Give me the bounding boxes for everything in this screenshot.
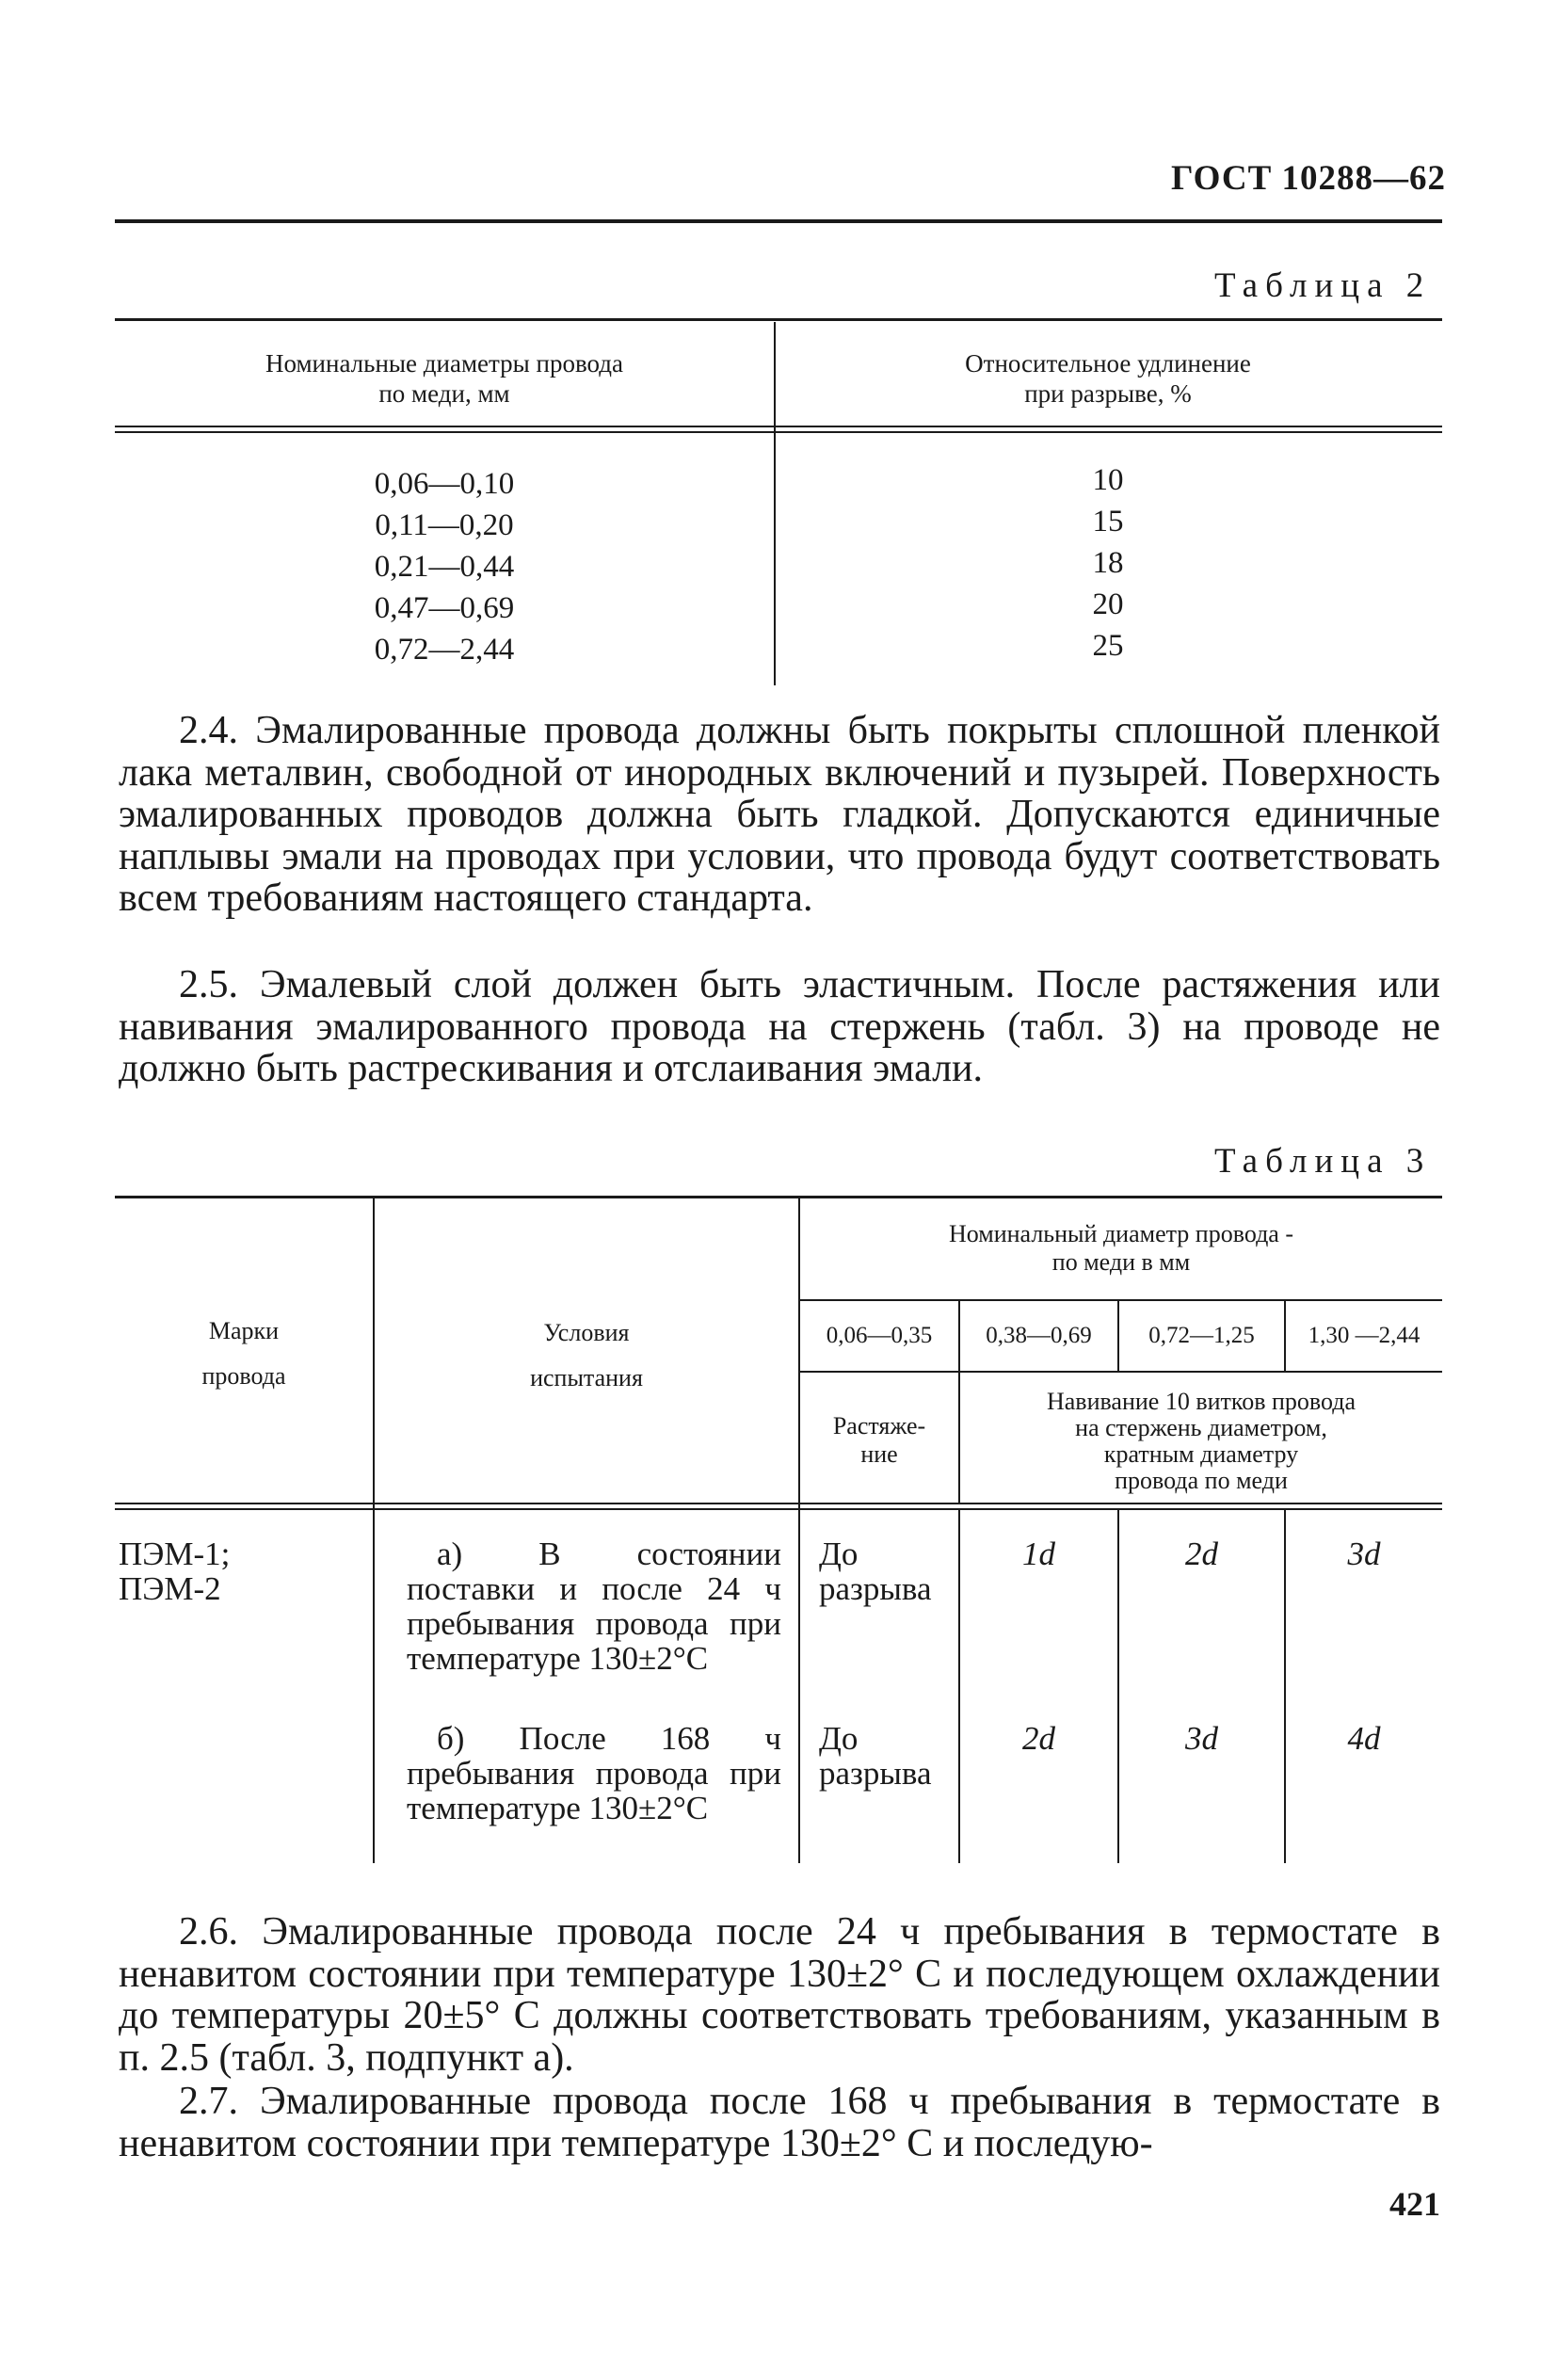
table3-conditions-header: Условия испытания: [530, 1319, 643, 1391]
header-rule: [115, 219, 1442, 223]
table3-w2-a: 2d: [1185, 1536, 1218, 1572]
table3-diam-header-rule: [798, 1299, 1442, 1301]
table2-diameter-column: [115, 463, 774, 670]
table3-w1-a: 1d: [1022, 1536, 1055, 1572]
paragraph-2-4: 2.4. Эмалированные провода должны быть покрыты сплошной пленкой лака металвин, свободной от инородных включений и пузырей. Поверхность эмалированных проводов должна быть гладкой. Допускаются единичные наплывы эмали на проводах при условии, что провода будут соответствовать всем требованиям настоящего стандарта.: [119, 709, 1440, 920]
table3-w1-b: 2d: [1022, 1720, 1055, 1757]
table-cell: 0,47—0,69: [374, 591, 515, 625]
paragraph-2-6: 2.6. Эмалированные провода после 24 ч пребывания в термостате в ненавитом состоянии при температуре 130±2° С и последующем охлаждении до температуры 20±5° С должны соответствовать требованиям, указанным в п. 2.5 (табл. 3, подпункт а).: [119, 1910, 1440, 2080]
table2-col1-header: Номинальные диаметры провода по меди, мм: [265, 349, 624, 408]
table3-caption: Таблица 3: [1214, 1142, 1432, 1181]
table-cell: 20: [1092, 587, 1124, 621]
table3-range-3: 0,72—1,25: [1148, 1323, 1255, 1348]
table3-w2-b: 3d: [1185, 1720, 1218, 1757]
table-cell: 0,06—0,10: [374, 467, 515, 501]
table2-header-rule-b: [115, 431, 1442, 433]
table3-range-2: 0,38—0,69: [986, 1323, 1092, 1348]
table3-stretch-b: До разрыва: [819, 1720, 932, 1792]
table2-top-rule: [115, 318, 1442, 321]
document-code: ГОСТ 10288—62: [1171, 159, 1446, 198]
table3-top-rule: [115, 1196, 1442, 1198]
table3-condition-b: б) После 168 ч пребывания провода при температуре 130±2°С: [407, 1720, 781, 1826]
table3-w3-a: 3d: [1347, 1536, 1381, 1572]
table2-elongation-column: [774, 459, 1442, 667]
table-cell: 10: [1092, 463, 1124, 497]
table3-header-rule-a: [115, 1503, 1442, 1504]
table3-range-4: 1,30 —2,44: [1308, 1323, 1421, 1348]
table3-divider-conditions: [798, 1198, 800, 1863]
table3-winding-header: Навивание 10 витков провода на стержень диаметром, кратным диаметру провода по меди: [1046, 1388, 1356, 1494]
table2-header-rule-a: [115, 426, 1442, 427]
table3-condition-a: а) В состоянии поставки и после 24 ч пребывания провода при температуре 130±2°С: [407, 1536, 781, 1677]
table-cell: 0,21—0,44: [374, 550, 515, 584]
table-cell: 15: [1092, 505, 1124, 539]
table-cell: 0,72—2,44: [374, 633, 515, 667]
table3-divider-grade: [373, 1198, 375, 1863]
table3-w3-b: 4d: [1347, 1720, 1381, 1757]
table3-stretch-header: Растяже- ние: [832, 1412, 926, 1468]
table3-range-1: 0,06—0,35: [826, 1323, 933, 1348]
table-cell: 25: [1092, 629, 1124, 663]
table2-col2-header: Относительное удлинение при разрыве, %: [965, 349, 1251, 408]
table3-grade-header: Марки провода: [201, 1317, 286, 1390]
table3-header-rule-b: [115, 1508, 1442, 1510]
table3-grades: ПЭМ-1; ПЭМ-2: [119, 1536, 231, 1607]
paragraph-2-5: 2.5. Эмалевый слой должен быть эластичным. После растяжения или навивания эмалированного провода на стержень (табл. 3) на проводе не должно быть растрескивания и отслаивания эмали.: [119, 963, 1440, 1090]
paragraph-2-7: 2.7. Эмалированные провода после 168 ч пребывания в термостате в ненавитом состоянии при температуре 130±2° С и последую-: [119, 2080, 1440, 2165]
table3-stretch-a: До разрыва: [819, 1536, 932, 1607]
table3-range-rule: [798, 1371, 1442, 1373]
table3-diameter-header: Номинальный диаметр провода - по меди в мм: [948, 1220, 1293, 1276]
table-cell: 0,11—0,20: [375, 508, 514, 542]
table-cell: 18: [1092, 546, 1124, 580]
table2-caption: Таблица 2: [1214, 266, 1432, 305]
page-number: 421: [1389, 2185, 1440, 2223]
